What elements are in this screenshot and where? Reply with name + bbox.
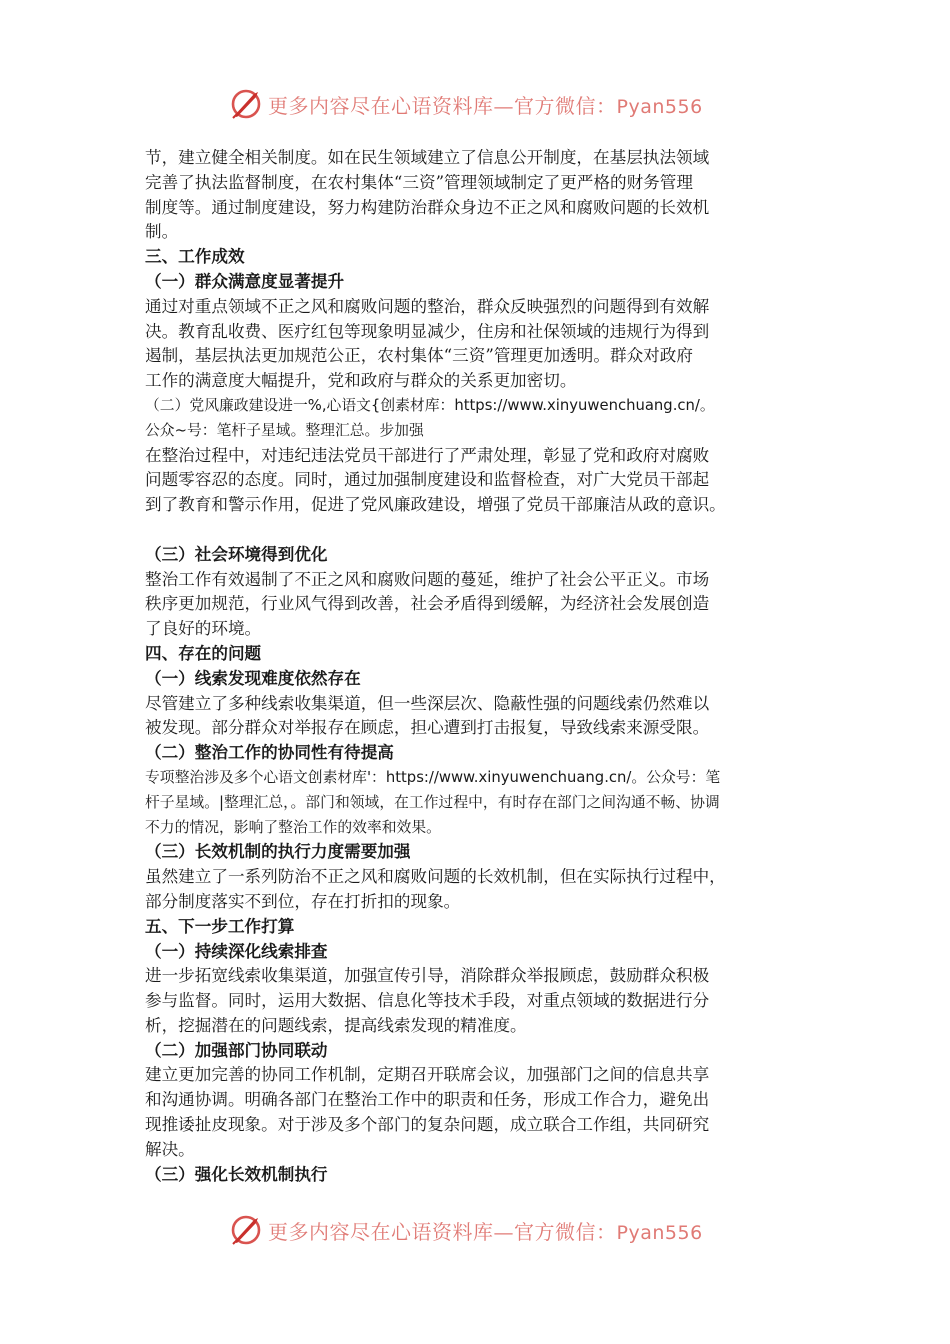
section-heading: （一）持续深化线索排查 (145, 941, 328, 961)
body-paragraph: 虽然建立了一系列防治不正之风和腐败问题的长效机制，但在实际执行过程中， 部分制度落实不到位，存在打折扣的现象。 (145, 867, 726, 911)
body-paragraph: 尽管建立了多种线索收集渠道，但一些深层次、隐蔽性强的问题线索仍然难以 被发现。部分群众对举报存在顾虑，担心遭到打击报复，导致线索来源受限。 (145, 693, 710, 738)
banner-text: 更多内容尽在心语资料库—官方微信：Pyan556 (268, 1219, 703, 1244)
section-heading: （一）线索发现难度依然存在 (145, 668, 361, 688)
section-heading: 五、下一步工作打算 (145, 916, 295, 936)
body-paragraph: 整治工作有效遏制了不正之风和腐败问题的蔓延，维护了社会公平正义。市场 秩序更加规范，行业风气得到改善，社会矛盾得到缓解，为经济社会发展创造 了良好的环境。 (145, 569, 710, 639)
body-paragraph: 建立更加完善的协同工作机制，定期召开联席会议，加强部门之间的信息共享 和沟通协调。明确各部门在整治工作中的职责和任务，形成工作合力，避免出 现推诿扯皮现象。对于涉及多个部门的复杂问题，成立联合工作组，共同研究 解决。 (145, 1065, 710, 1159)
section-heading: 四、存在的问题 (145, 643, 262, 663)
document-body (145, 146, 825, 1187)
section-heading: （二）加强部门协同联动 (145, 1040, 328, 1060)
footer-banner (228, 1210, 728, 1250)
watermark-paragraph: 专项整治涉及多个心语文创素材库'：https://www.xinyuwenchuang.cn/。公众号：笔 杆子星域。|整理汇总，。部门和领域，在工作过程中，有时存在部门之间沟通不畅、协调 不力的情况，影响了整治工作的效率和效果。 (145, 768, 721, 836)
blank-line (145, 518, 825, 543)
quill-logo-icon (228, 1212, 264, 1248)
section-heading: （二）整治工作的协同性有待提高 (145, 743, 394, 763)
section-heading: （一）群众满意度显著提升 (145, 271, 345, 291)
body-paragraph: 通过对重点领域不正之风和腐败问题的整治，群众反映强烈的问题得到有效解 决。教育乱收费、医疗红包等现象明显减少，住房和社保领域的违规行为得到 遏制，基层执法更加规范公正，农村集体“三资”管理更加透明。群众对政府 工作的满意度大幅提升，党和政府与群众的关系更加密切。 (145, 296, 710, 391)
body-paragraph: 在整治过程中，对违纪违法党员干部进行了严肃处理，彰显了党和政府对腐败 问题零容忍的态度。同时，通过加强制度建设和监督检查，对广大党员干部起 到了教育和警示作用，促进了党风廉政建设，增强了党员干部廉洁从政的意识。 (145, 445, 726, 515)
header-banner (228, 84, 728, 124)
section-heading: （三）社会环境得到优化 (145, 544, 328, 564)
section-heading: 三、工作成效 (145, 247, 245, 267)
section-heading: （三）长效机制的执行力度需要加强 (145, 842, 411, 862)
banner-text: 更多内容尽在心语资料库—官方微信：Pyan556 (268, 93, 703, 118)
quill-logo-icon (228, 86, 264, 122)
wechat-id: Pyan556 (616, 95, 703, 118)
wechat-id: Pyan556 (616, 1221, 703, 1244)
body-paragraph: 进一步拓宽线索收集渠道，加强宣传引导，消除群众举报顾虑，鼓励群众积极 参与监督。同时，运用大数据、信息化等技术手段，对重点领域的数据进行分 析，挖掘潜在的问题线索，提高线索发现的精准度。 (145, 966, 710, 1035)
watermark-paragraph: （二）党风廉政建设进一%,心语文{创素材库：https://www.xinyuwenchuang.cn/。 公众~号：笔杆子星域。整理汇总。步加强 (145, 396, 715, 439)
section-heading: （三）强化长效机制执行 (145, 1164, 328, 1184)
body-paragraph: 节，建立健全相关制度。如在民生领域建立了信息公开制度，在基层执法领域 完善了执法监督制度，在农村集体“三资”管理领域制定了更严格的财务管理 制度等。通过制度建设，努力构建防治群众身边不正之风和腐败问题的长效机 制。 (145, 148, 710, 242)
